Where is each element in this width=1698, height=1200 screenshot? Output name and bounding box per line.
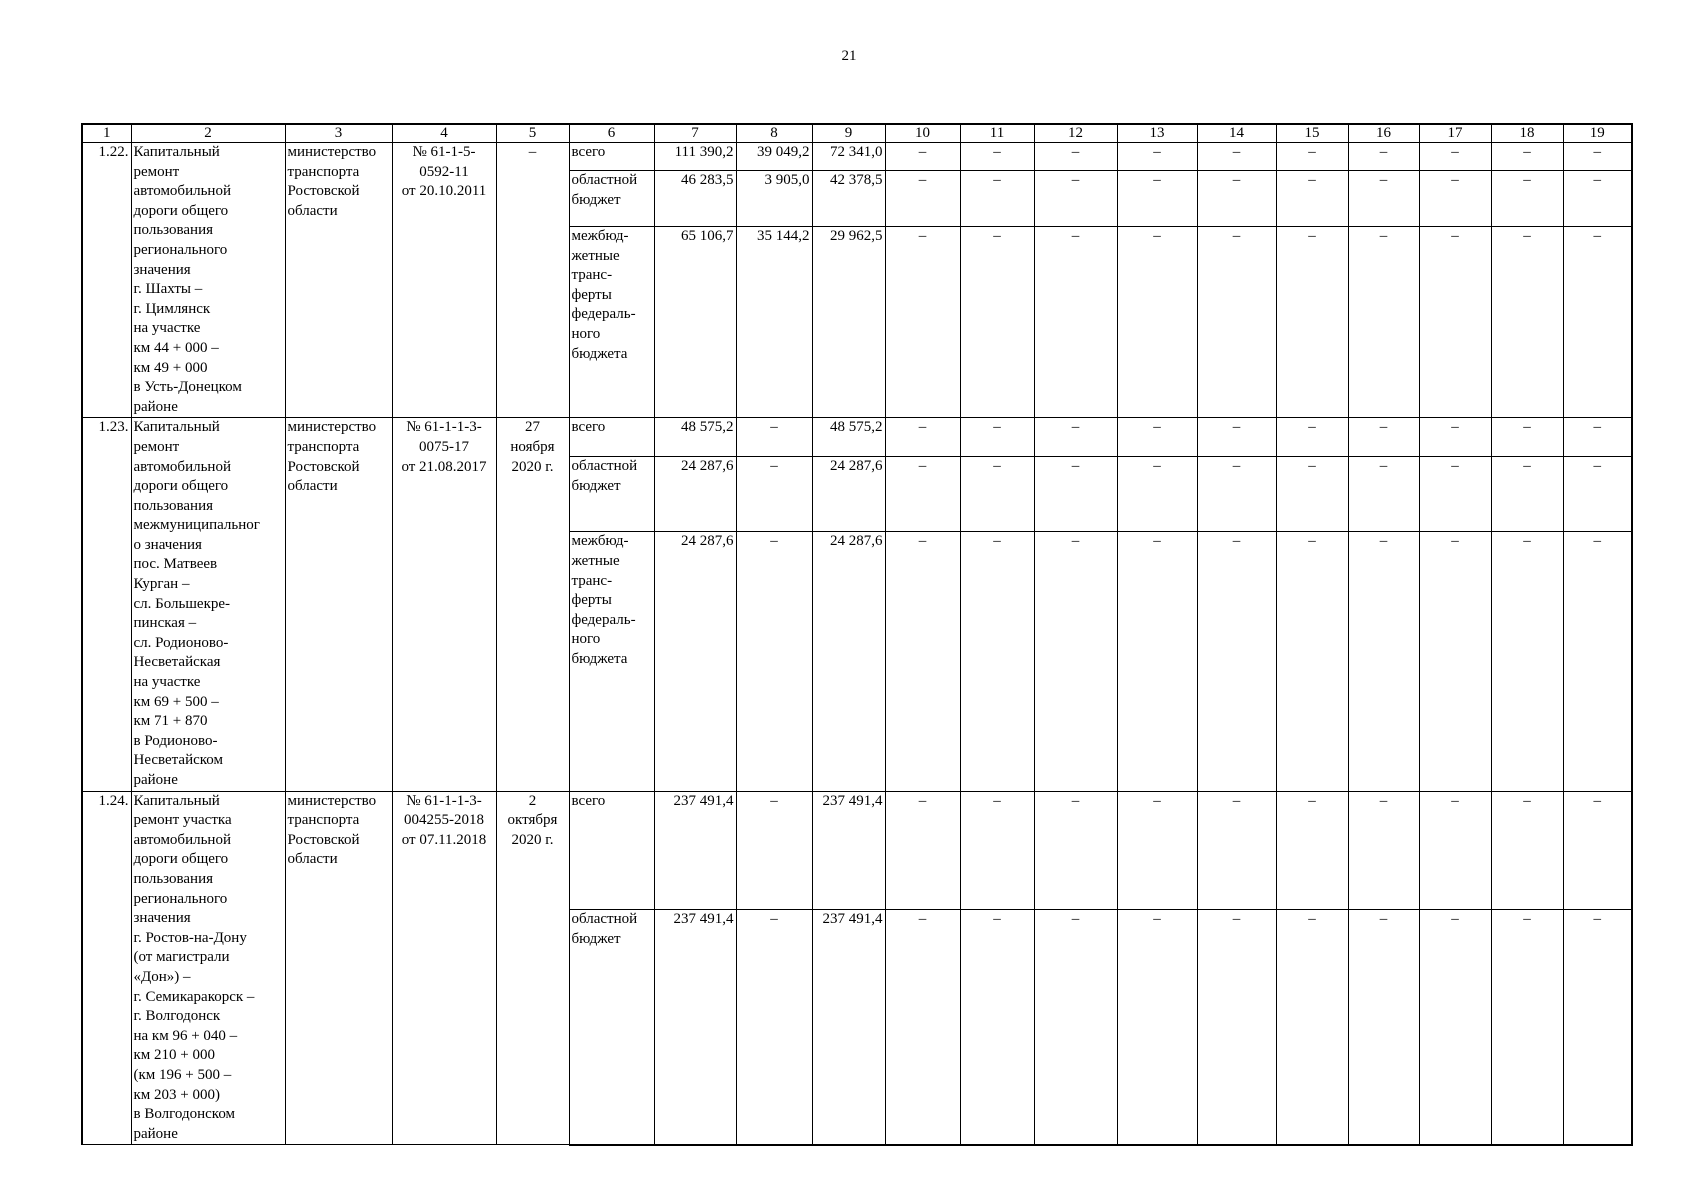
value-col-18: –	[1491, 456, 1563, 531]
value-col-16: –	[1348, 171, 1419, 227]
value-col-14: –	[1197, 171, 1276, 227]
value-col-14: –	[1197, 791, 1276, 910]
value-col-13: –	[1117, 227, 1197, 418]
item-number: 1.22.	[82, 143, 131, 418]
value-col-9: 29 962,5	[812, 227, 885, 418]
value-col-12: –	[1034, 171, 1117, 227]
value-col-19: –	[1563, 227, 1632, 418]
value-col-11: –	[960, 418, 1034, 457]
value-col-13: –	[1117, 171, 1197, 227]
column-number-12: 12	[1034, 124, 1117, 143]
header-row	[82, 124, 1632, 143]
value-col-13: –	[1117, 456, 1197, 531]
value-col-12: –	[1034, 143, 1117, 171]
value-col-12: –	[1034, 791, 1117, 910]
value-col-12: –	[1034, 227, 1117, 418]
customer: министерство транспорта Ростовской области	[285, 143, 392, 418]
design-document: № 61-1-5- 0592-11 от 20.10.2011	[392, 143, 496, 418]
value-col-7: 48 575,2	[654, 418, 736, 457]
funding-source: всего	[569, 143, 654, 171]
customer: министерство транспорта Ростовской области	[285, 418, 392, 791]
object-name: Капитальный ремонт автомобильной дороги общего пользования межмуниципальног о значения пос. Матвеев Курган – сл. Большекре- пинская – сл. Родионово- Несветайская на участке км 69 + 500 – км 71 + 870 в Родионово- Несветайском районе	[131, 418, 285, 791]
value-col-16: –	[1348, 910, 1419, 1145]
value-col-14: –	[1197, 910, 1276, 1145]
value-col-19: –	[1563, 171, 1632, 227]
value-col-13: –	[1117, 143, 1197, 171]
completion-date: –	[496, 143, 569, 418]
value-col-11: –	[960, 171, 1034, 227]
value-col-17: –	[1419, 227, 1491, 418]
column-number-10: 10	[885, 124, 960, 143]
value-col-11: –	[960, 227, 1034, 418]
value-col-16: –	[1348, 143, 1419, 171]
design-document: № 61-1-1-3- 004255-2018 от 07.11.2018	[392, 791, 496, 1145]
value-col-14: –	[1197, 456, 1276, 531]
funding-source: областной бюджет	[569, 171, 654, 227]
funding-source: областной бюджет	[569, 456, 654, 531]
column-number-2: 2	[131, 124, 285, 143]
value-col-13: –	[1117, 910, 1197, 1145]
value-col-11: –	[960, 791, 1034, 910]
value-col-13: –	[1117, 791, 1197, 910]
value-col-14: –	[1197, 532, 1276, 791]
value-col-9: 24 287,6	[812, 456, 885, 531]
value-col-16: –	[1348, 418, 1419, 457]
column-number-8: 8	[736, 124, 812, 143]
completion-date: 2 октября 2020 г.	[496, 791, 569, 1145]
value-col-8: –	[736, 418, 812, 457]
value-col-10: –	[885, 532, 960, 791]
value-col-18: –	[1491, 227, 1563, 418]
value-col-17: –	[1419, 532, 1491, 791]
customer: министерство транспорта Ростовской области	[285, 791, 392, 1145]
value-col-11: –	[960, 143, 1034, 171]
value-col-14: –	[1197, 143, 1276, 171]
value-col-8: 39 049,2	[736, 143, 812, 171]
funding-source: всего	[569, 791, 654, 910]
value-col-8: –	[736, 532, 812, 791]
value-col-18: –	[1491, 418, 1563, 457]
value-col-14: –	[1197, 418, 1276, 457]
value-col-9: 42 378,5	[812, 171, 885, 227]
column-number-9: 9	[812, 124, 885, 143]
value-col-19: –	[1563, 791, 1632, 910]
value-col-8: –	[736, 910, 812, 1145]
value-col-10: –	[885, 171, 960, 227]
completion-date: 27 ноября 2020 г.	[496, 418, 569, 791]
item-number: 1.23.	[82, 418, 131, 791]
value-col-16: –	[1348, 532, 1419, 791]
column-number-4: 4	[392, 124, 496, 143]
value-col-7: 237 491,4	[654, 791, 736, 910]
value-col-10: –	[885, 143, 960, 171]
column-number-5: 5	[496, 124, 569, 143]
column-number-13: 13	[1117, 124, 1197, 143]
value-col-10: –	[885, 418, 960, 457]
value-col-17: –	[1419, 791, 1491, 910]
value-col-10: –	[885, 910, 960, 1145]
value-col-9: 237 491,4	[812, 791, 885, 910]
column-number-17: 17	[1419, 124, 1491, 143]
object-name: Капитальный ремонт участка автомобильной дороги общего пользования регионального значения г. Ростов-на-Дону (от магистрали «Дон») – г. Семикаракорск – г. Волгодонск на км 96 + 040 – км 210 + 000 (км 196 + 500 – км 203 + 000) в Волгодонском районе	[131, 791, 285, 1145]
value-col-15: –	[1276, 791, 1348, 910]
value-col-12: –	[1034, 532, 1117, 791]
column-number-19: 19	[1563, 124, 1632, 143]
value-col-10: –	[885, 227, 960, 418]
value-col-7: 111 390,2	[654, 143, 736, 171]
value-col-11: –	[960, 532, 1034, 791]
value-col-15: –	[1276, 456, 1348, 531]
funding-source: областной бюджет	[569, 910, 654, 1145]
value-col-15: –	[1276, 227, 1348, 418]
value-col-10: –	[885, 791, 960, 910]
value-col-8: –	[736, 456, 812, 531]
value-col-15: –	[1276, 418, 1348, 457]
value-col-17: –	[1419, 456, 1491, 531]
value-col-16: –	[1348, 227, 1419, 418]
value-col-9: 72 341,0	[812, 143, 885, 171]
value-col-12: –	[1034, 418, 1117, 457]
design-document: № 61-1-1-3- 0075-17 от 21.08.2017	[392, 418, 496, 791]
column-number-14: 14	[1197, 124, 1276, 143]
column-number-18: 18	[1491, 124, 1563, 143]
value-col-13: –	[1117, 532, 1197, 791]
value-col-12: –	[1034, 456, 1117, 531]
column-number-16: 16	[1348, 124, 1419, 143]
value-col-11: –	[960, 456, 1034, 531]
value-col-8: 35 144,2	[736, 227, 812, 418]
value-col-15: –	[1276, 532, 1348, 791]
column-number-7: 7	[654, 124, 736, 143]
column-number-1: 1	[82, 124, 131, 143]
funding-source: межбюд- жетные транс- ферты федераль- ного бюджета	[569, 227, 654, 418]
value-col-18: –	[1491, 171, 1563, 227]
table-row	[82, 143, 1632, 171]
value-col-18: –	[1491, 532, 1563, 791]
value-col-18: –	[1491, 910, 1563, 1145]
value-col-8: 3 905,0	[736, 171, 812, 227]
budget-table	[81, 123, 1633, 1146]
value-col-19: –	[1563, 418, 1632, 457]
value-col-11: –	[960, 910, 1034, 1145]
value-col-7: 237 491,4	[654, 910, 736, 1145]
funding-source: межбюд- жетные транс- ферты федераль- ного бюджета	[569, 532, 654, 791]
value-col-9: 237 491,4	[812, 910, 885, 1145]
value-col-17: –	[1419, 171, 1491, 227]
value-col-17: –	[1419, 910, 1491, 1145]
value-col-19: –	[1563, 532, 1632, 791]
value-col-16: –	[1348, 791, 1419, 910]
value-col-7: 65 106,7	[654, 227, 736, 418]
value-col-14: –	[1197, 227, 1276, 418]
value-col-9: 48 575,2	[812, 418, 885, 457]
value-col-15: –	[1276, 171, 1348, 227]
value-col-19: –	[1563, 456, 1632, 531]
value-col-15: –	[1276, 143, 1348, 171]
value-col-7: 24 287,6	[654, 456, 736, 531]
column-number-15: 15	[1276, 124, 1348, 143]
value-col-10: –	[885, 456, 960, 531]
value-col-8: –	[736, 791, 812, 910]
item-number: 1.24.	[82, 791, 131, 1145]
value-col-7: 46 283,5	[654, 171, 736, 227]
value-col-19: –	[1563, 143, 1632, 171]
value-col-16: –	[1348, 456, 1419, 531]
value-col-7: 24 287,6	[654, 532, 736, 791]
value-col-12: –	[1034, 910, 1117, 1145]
value-col-13: –	[1117, 418, 1197, 457]
value-col-17: –	[1419, 143, 1491, 171]
column-number-11: 11	[960, 124, 1034, 143]
value-col-15: –	[1276, 910, 1348, 1145]
value-col-9: 24 287,6	[812, 532, 885, 791]
value-col-19: –	[1563, 910, 1632, 1145]
column-number-6: 6	[569, 124, 654, 143]
value-col-18: –	[1491, 791, 1563, 910]
page-number: 21	[841, 48, 857, 64]
table-row	[82, 418, 1632, 457]
value-col-18: –	[1491, 143, 1563, 171]
table-row	[82, 791, 1632, 910]
funding-source: всего	[569, 418, 654, 457]
object-name: Капитальный ремонт автомобильной дороги общего пользования регионального значения г. Шахты – г. Цимлянск на участке км 44 + 000 – км 49 + 000 в Усть-Донецком районе	[131, 143, 285, 418]
column-number-3: 3	[285, 124, 392, 143]
value-col-17: –	[1419, 418, 1491, 457]
